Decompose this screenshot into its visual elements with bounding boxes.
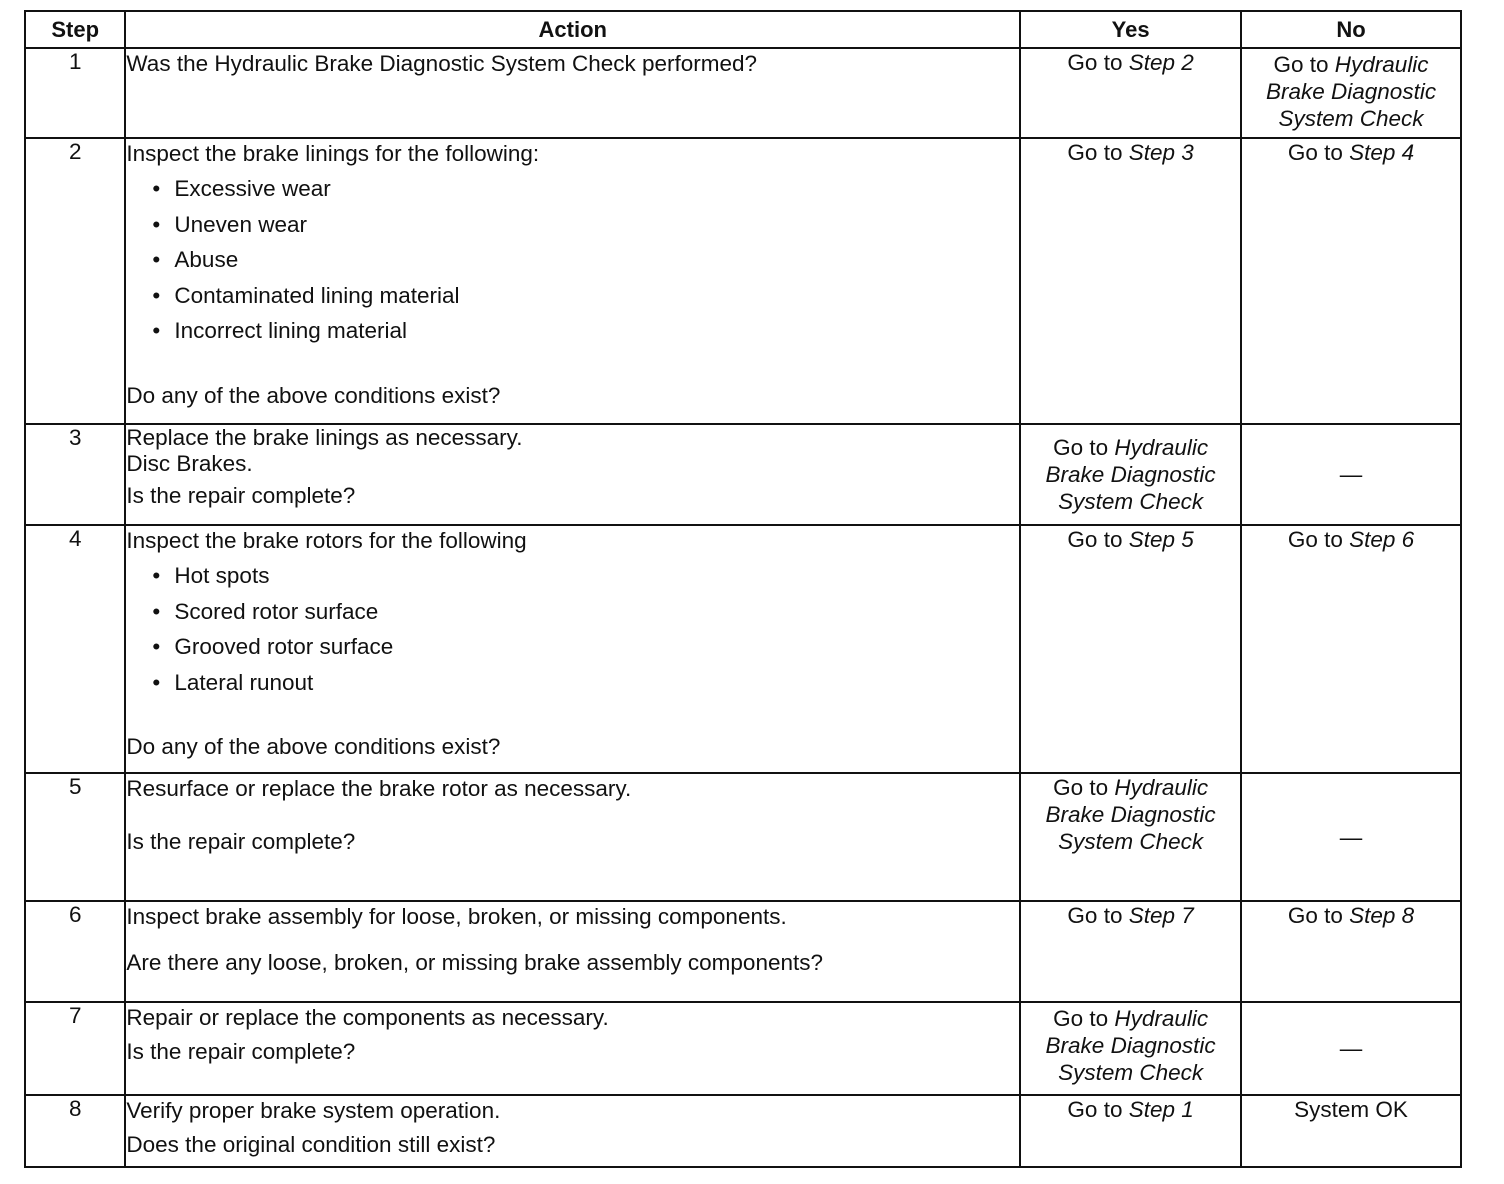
step-number: 5 — [25, 773, 125, 901]
list-item: • Contaminated lining material — [174, 278, 1019, 314]
no-link[interactable]: Step 8 — [1349, 903, 1415, 928]
no-value: — — [1339, 824, 1363, 850]
go-to-label: Go to — [1053, 435, 1109, 460]
step-number: 2 — [25, 138, 125, 424]
no-cell — [1241, 525, 1461, 773]
table-row — [25, 48, 1461, 138]
table-row — [25, 525, 1461, 773]
header-step: Step — [25, 11, 125, 48]
action-question: Do any of the above conditions exist? — [126, 382, 501, 408]
no-cell — [1241, 901, 1461, 1002]
go-to-label: Go to — [1067, 527, 1123, 552]
no-link-part[interactable]: Brake Diagnostic — [1265, 79, 1437, 104]
action-text: Replace the brake linings as necessary. — [126, 425, 523, 450]
action-text: Resurface or replace the brake rotor as necessary. — [126, 776, 632, 801]
action-text: Was the Hydraulic Brake Diagnostic System Check performed? — [126, 51, 758, 76]
yes-link-part[interactable]: Hydraulic — [1114, 775, 1209, 800]
diagnostic-table — [24, 10, 1462, 1168]
no-value: — — [1339, 1036, 1363, 1061]
header-row — [25, 11, 1461, 48]
action-cell — [125, 1095, 1020, 1167]
no-value: System OK — [1294, 1097, 1408, 1122]
yes-cell — [1020, 773, 1241, 901]
go-to-label: Go to — [1273, 52, 1329, 77]
no-link-part[interactable]: System Check — [1278, 106, 1424, 131]
no-cell — [1241, 773, 1461, 901]
step-number: 8 — [25, 1095, 125, 1167]
yes-cell — [1020, 901, 1241, 1002]
no-cell — [1241, 1002, 1461, 1095]
list-item: • Abuse — [174, 242, 1019, 278]
no-cell — [1241, 424, 1461, 525]
go-to-label: Go to — [1287, 140, 1343, 165]
yes-cell — [1020, 1002, 1241, 1095]
yes-link-part[interactable]: System Check — [1058, 489, 1204, 514]
table-row — [25, 1002, 1461, 1095]
yes-link[interactable]: Step 5 — [1128, 527, 1194, 552]
yes-cell — [1020, 138, 1241, 424]
table-row — [25, 138, 1461, 424]
yes-link-part[interactable]: Brake Diagnostic — [1045, 802, 1216, 827]
action-question: Are there any loose, broken, or missing brake assembly components? — [126, 950, 824, 975]
list-item: • Excessive wear — [174, 171, 1019, 207]
go-to-label: Go to — [1067, 903, 1123, 928]
list-item: • Incorrect lining material — [174, 313, 1019, 349]
go-to-label: Go to — [1067, 140, 1123, 165]
action-cell — [125, 1002, 1020, 1095]
header-action: Action — [125, 11, 1020, 48]
list-item: • Hot spots — [174, 558, 1019, 594]
yes-link[interactable]: Step 3 — [1128, 140, 1194, 165]
no-link[interactable]: Step 4 — [1349, 140, 1415, 165]
action-text: Repair or replace the components as necessary. — [126, 1005, 609, 1030]
yes-link[interactable]: Step 1 — [1128, 1097, 1194, 1122]
yes-link-part[interactable]: System Check — [1058, 1060, 1204, 1085]
go-to-label: Go to — [1053, 775, 1109, 800]
action-question: Is the repair complete? — [126, 1039, 356, 1064]
list-item: • Uneven wear — [174, 207, 1019, 243]
condition-list — [126, 558, 1019, 700]
header-yes: Yes — [1020, 11, 1241, 48]
go-to-label: Go to — [1287, 527, 1343, 552]
action-cell — [125, 138, 1020, 424]
go-to-label: Go to — [1067, 50, 1123, 75]
no-link-part[interactable]: Hydraulic — [1334, 52, 1429, 77]
condition-list — [126, 171, 1019, 349]
action-question: Do any of the above conditions exist? — [126, 734, 501, 760]
yes-cell — [1020, 1095, 1241, 1167]
go-to-label: Go to — [1067, 1097, 1123, 1122]
action-cell — [125, 424, 1020, 525]
list-item: • Lateral runout — [174, 665, 1019, 701]
table-row — [25, 901, 1461, 1002]
no-cell — [1241, 138, 1461, 424]
action-question: Does the original condition still exist? — [126, 1132, 496, 1157]
list-item: • Scored rotor surface — [174, 594, 1019, 630]
action-text: Inspect brake assembly for loose, broken, or missing components. — [126, 904, 787, 929]
step-number: 7 — [25, 1002, 125, 1095]
yes-cell — [1020, 525, 1241, 773]
list-item: • Grooved rotor surface — [174, 629, 1019, 665]
yes-link[interactable]: Step 2 — [1128, 50, 1194, 75]
no-link[interactable]: Step 6 — [1349, 527, 1415, 552]
header-no: No — [1241, 11, 1461, 48]
go-to-label: Go to — [1053, 1006, 1109, 1031]
yes-link[interactable]: Step 7 — [1128, 903, 1194, 928]
table-row — [25, 424, 1461, 525]
action-cell — [125, 48, 1020, 138]
table-row — [25, 773, 1461, 901]
step-number: 4 — [25, 525, 125, 773]
action-cell — [125, 525, 1020, 773]
no-cell — [1241, 48, 1461, 138]
no-value: — — [1339, 462, 1363, 487]
no-cell — [1241, 1095, 1461, 1167]
action-question: Is the repair complete? — [126, 829, 356, 854]
yes-cell — [1020, 48, 1241, 138]
step-number: 6 — [25, 901, 125, 1002]
yes-link-part[interactable]: Hydraulic — [1114, 435, 1209, 460]
action-intro: Inspect the brake linings for the following: — [126, 141, 540, 166]
yes-cell — [1020, 424, 1241, 525]
action-intro: Inspect the brake rotors for the following — [126, 528, 527, 553]
yes-link-part[interactable]: Hydraulic — [1114, 1006, 1209, 1031]
table-row — [25, 1095, 1461, 1167]
action-text: Disc Brakes. — [126, 451, 253, 476]
yes-link-part[interactable]: System Check — [1058, 829, 1204, 854]
yes-link-part[interactable]: Brake Diagnostic — [1045, 1033, 1216, 1058]
step-number: 3 — [25, 424, 125, 525]
step-number: 1 — [25, 48, 125, 138]
action-question: Is the repair complete? — [126, 483, 356, 508]
go-to-label: Go to — [1287, 903, 1343, 928]
action-cell — [125, 901, 1020, 1002]
action-cell — [125, 773, 1020, 901]
action-text: Verify proper brake system operation. — [126, 1098, 501, 1123]
yes-link-part[interactable]: Brake Diagnostic — [1045, 462, 1216, 487]
